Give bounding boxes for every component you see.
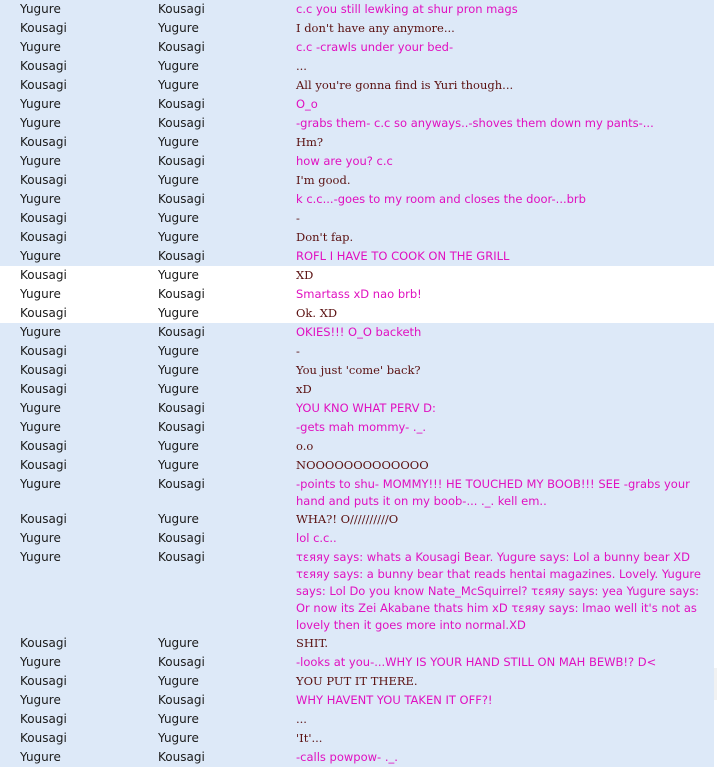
sender-cell: Kousagi	[20, 382, 67, 396]
message-cell: O_o	[296, 97, 318, 111]
message-row[interactable]	[0, 653, 714, 672]
sender-cell: Yugure	[20, 116, 61, 130]
message-cell: -calls powpow- ._.	[296, 750, 398, 764]
recipient-cell: Kousagi	[158, 287, 205, 301]
message-cell: Don't fap.	[296, 230, 354, 244]
sender-cell: Yugure	[20, 97, 61, 111]
message-row[interactable]	[0, 529, 714, 548]
message-cell: 'It'...	[296, 731, 323, 745]
recipient-cell: Yugure	[158, 78, 199, 92]
sender-cell: Kousagi	[20, 135, 67, 149]
message-cell: Ok. XD	[296, 306, 338, 320]
sender-cell: Yugure	[20, 477, 61, 491]
message-row[interactable]	[0, 361, 714, 380]
sender-cell: Kousagi	[20, 512, 67, 526]
recipient-cell: Kousagi	[158, 192, 205, 206]
message-cell: -	[296, 211, 300, 225]
recipient-cell: Kousagi	[158, 550, 205, 564]
message-cell: c.c -crawls under your bed-	[296, 40, 454, 54]
sender-cell: Yugure	[20, 192, 61, 206]
message-row[interactable]	[0, 95, 714, 114]
message-row[interactable]	[0, 548, 714, 634]
message-cell: XD	[296, 268, 314, 282]
message-row[interactable]	[0, 266, 714, 285]
recipient-cell: Yugure	[158, 21, 199, 35]
sender-cell: Kousagi	[20, 78, 67, 92]
message-cell: Hm?	[296, 135, 324, 149]
recipient-cell: Kousagi	[158, 40, 205, 54]
message-cell: c.c you still lewking at shur pron mags	[296, 2, 518, 16]
message-row[interactable]	[0, 133, 714, 152]
recipient-cell: Kousagi	[158, 97, 205, 111]
message-cell: -points to shu- MOMMY!!! HE TOUCHED MY BOOB!!! SEE -grabs your hand and puts it on my boob-... ._. kell em..	[296, 477, 690, 508]
sender-cell: Yugure	[20, 2, 61, 16]
message-cell: -	[296, 344, 300, 358]
sender-cell: Kousagi	[20, 344, 67, 358]
sender-cell: Yugure	[20, 249, 61, 263]
message-cell: k c.c...-goes to my room and closes the door-...brb	[296, 192, 586, 206]
message-cell: o.o	[296, 439, 314, 453]
recipient-cell: Yugure	[158, 306, 199, 320]
recipient-cell: Yugure	[158, 458, 199, 472]
message-row[interactable]	[0, 57, 714, 76]
recipient-cell: Yugure	[158, 382, 199, 396]
message-row[interactable]	[0, 729, 714, 748]
sender-cell: Kousagi	[20, 363, 67, 377]
message-row[interactable]	[0, 510, 714, 529]
message-cell: -grabs them- c.c so anyways..-shoves them down my pants-...	[296, 116, 654, 130]
recipient-cell: Kousagi	[158, 116, 205, 130]
message-row[interactable]	[0, 19, 714, 38]
sender-cell: Kousagi	[20, 439, 67, 453]
message-row[interactable]	[0, 304, 714, 323]
sender-cell: Yugure	[20, 154, 61, 168]
message-cell: lol c.c..	[296, 531, 337, 545]
sender-cell: Yugure	[20, 401, 61, 415]
recipient-cell: Yugure	[158, 268, 199, 282]
sender-cell: Yugure	[20, 750, 61, 764]
recipient-cell: Yugure	[158, 363, 199, 377]
recipient-cell: Yugure	[158, 636, 199, 650]
recipient-cell: Kousagi	[158, 154, 205, 168]
message-cell: I don't have any anymore...	[296, 21, 455, 35]
message-cell: ROFL I HAVE TO COOK ON THE GRILL	[296, 249, 510, 263]
recipient-cell: Yugure	[158, 59, 199, 73]
recipient-cell: Kousagi	[158, 693, 205, 707]
recipient-cell: Kousagi	[158, 655, 205, 669]
message-row[interactable]	[0, 399, 714, 418]
message-row[interactable]	[0, 171, 714, 190]
message-cell: NOOOOOOOOOOOOO	[296, 458, 429, 472]
recipient-cell: Kousagi	[158, 750, 205, 764]
message-row[interactable]	[0, 247, 714, 266]
message-row[interactable]	[0, 456, 714, 475]
recipient-cell: Yugure	[158, 173, 199, 187]
message-row[interactable]	[0, 114, 714, 133]
message-cell: All you're gonna find is Yuri though...	[296, 78, 514, 92]
recipient-cell: Yugure	[158, 344, 199, 358]
message-row[interactable]	[0, 748, 714, 767]
message-cell: YOU KNO WHAT PERV D:	[296, 401, 436, 415]
message-cell: You just 'come' back?	[296, 363, 421, 377]
message-row[interactable]	[0, 380, 714, 399]
sender-cell: Kousagi	[20, 21, 67, 35]
message-cell: -looks at you-...WHY IS YOUR HAND STILL ON MAH BEWB!? D<	[296, 655, 657, 669]
message-cell: Smartass xD nao brb!	[296, 287, 422, 301]
recipient-cell: Yugure	[158, 135, 199, 149]
recipient-cell: Kousagi	[158, 531, 205, 545]
message-row[interactable]	[0, 691, 714, 710]
message-row[interactable]	[0, 634, 714, 653]
message-cell: I'm good.	[296, 173, 351, 187]
message-row[interactable]	[0, 209, 714, 228]
recipient-cell: Kousagi	[158, 401, 205, 415]
message-cell: ...	[296, 59, 307, 73]
recipient-cell: Kousagi	[158, 249, 205, 263]
message-row[interactable]	[0, 475, 714, 510]
sender-cell: Kousagi	[20, 306, 67, 320]
sender-cell: Yugure	[20, 550, 61, 564]
sender-cell: Yugure	[20, 420, 61, 434]
message-row[interactable]	[0, 323, 714, 342]
message-row[interactable]	[0, 285, 714, 304]
recipient-cell: Yugure	[158, 211, 199, 225]
recipient-cell: Kousagi	[158, 2, 205, 16]
sender-cell: Kousagi	[20, 268, 67, 282]
recipient-cell: Yugure	[158, 230, 199, 244]
recipient-cell: Kousagi	[158, 420, 205, 434]
sender-cell: Yugure	[20, 287, 61, 301]
sender-cell: Yugure	[20, 693, 61, 707]
message-row[interactable]	[0, 76, 714, 95]
recipient-cell: Yugure	[158, 712, 199, 726]
message-cell: how are you? c.c	[296, 154, 393, 168]
message-cell: -gets mah mommy- ._.	[296, 420, 426, 434]
message-row[interactable]	[0, 0, 714, 19]
sender-cell: Kousagi	[20, 636, 67, 650]
message-row[interactable]	[0, 342, 714, 361]
message-cell: ...	[296, 712, 307, 726]
message-row[interactable]	[0, 710, 714, 729]
recipient-cell: Kousagi	[158, 325, 205, 339]
sender-cell: Kousagi	[20, 712, 67, 726]
sender-cell: Kousagi	[20, 230, 67, 244]
sender-cell: Kousagi	[20, 731, 67, 745]
message-row[interactable]	[0, 228, 714, 247]
message-row[interactable]	[0, 418, 714, 437]
sender-cell: Kousagi	[20, 59, 67, 73]
message-row[interactable]	[0, 437, 714, 456]
message-cell: WHA?! O//////////O	[296, 512, 399, 526]
message-cell: OKIES!!! O_O backeth	[296, 325, 422, 339]
recipient-cell: Yugure	[158, 439, 199, 453]
message-cell: xD	[296, 382, 312, 396]
message-cell: WHY HAVENT YOU TAKEN IT OFF?!	[296, 693, 493, 707]
message-row[interactable]	[0, 190, 714, 209]
sender-cell: Yugure	[20, 325, 61, 339]
recipient-cell: Kousagi	[158, 477, 205, 491]
recipient-cell: Yugure	[158, 674, 199, 688]
sender-cell: Yugure	[20, 40, 61, 54]
sender-cell: Kousagi	[20, 458, 67, 472]
sender-cell: Kousagi	[20, 173, 67, 187]
message-cell: YOU PUT IT THERE.	[296, 674, 418, 688]
sender-cell: Yugure	[20, 655, 61, 669]
message-cell: SHIT.	[296, 636, 329, 650]
recipient-cell: Yugure	[158, 731, 199, 745]
sender-cell: Kousagi	[20, 674, 67, 688]
sender-cell: Yugure	[20, 531, 61, 545]
recipient-cell: Yugure	[158, 512, 199, 526]
message-cell: τεяяу says: whats a Kousagi Bear. Yugure says: Lol a bunny bear XD τεяяу says: a bunny bear that reads hentai magazines. Lovely. Yugure says: Lol Do you know Nate_McSquirrel? τεяяу says: yea Yugure says: Or now its Zei Akabane thats him xD τεяяу says: lmao well it's not as lovely then it goes more into normal.XD	[296, 550, 701, 632]
sender-cell: Kousagi	[20, 211, 67, 225]
message-row[interactable]	[0, 672, 714, 691]
message-row[interactable]	[0, 152, 714, 171]
message-row[interactable]	[0, 38, 714, 57]
